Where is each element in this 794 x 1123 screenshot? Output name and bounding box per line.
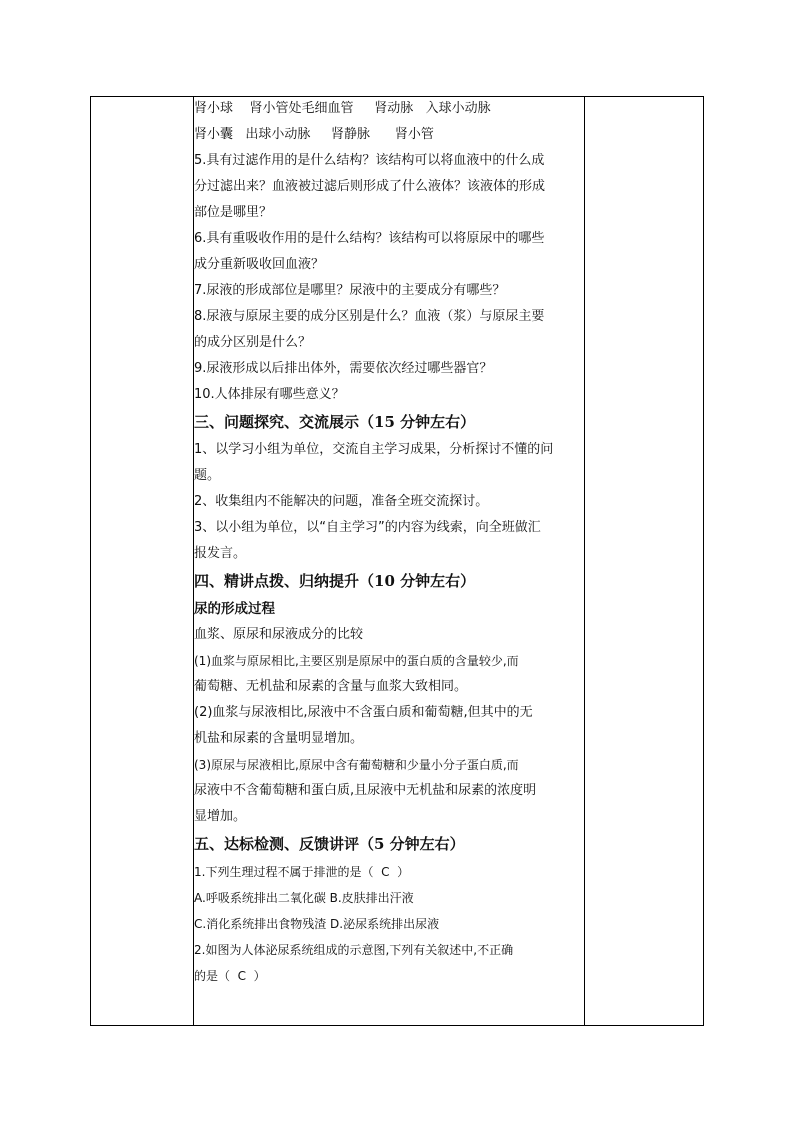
section-3-item-3-line-2: 报发言。 [194, 546, 247, 561]
section-3-item-1-line-2: 题。 [194, 468, 221, 483]
question-8-line-1: 8.尿液与原尿主要的成分区别是什么？血液（浆）与原尿主要 [194, 309, 545, 324]
question-7: 7.尿液的形成部位是哪里？尿液中的主要成分有哪些？ [194, 283, 506, 298]
question-9: 9.尿液形成以后排出体外，需要依次经过哪些器官？ [194, 361, 493, 376]
section-5-heading: 五、达标检测、反馈讲评（5 分钟左右） [194, 835, 465, 853]
comparison-1-line-2: 葡萄糖、无机盐和尿素的含量与血浆大致相同。 [194, 679, 468, 694]
structure-options-row-1: 肾小球 肾小管处毛细血管 肾动脉 入球小动脉 [194, 101, 491, 116]
question-5-line-1: 5.具有过滤作用的是什么结构？该结构可以将血液中的什么成 [194, 153, 545, 168]
comparison-title: 血浆、原尿和尿液成分的比较 [194, 627, 364, 642]
comparison-3-line-2: 尿液中不含葡萄糖和蛋白质,且尿液中无机盐和尿素的浓度明 [194, 783, 537, 798]
question-5-line-3: 部位是哪里？ [194, 205, 273, 220]
section-4-heading: 四、精讲点拨、归纳提升（10 分钟左右） [194, 572, 476, 590]
section-3-item-3-line-1: 3、以小组为单位，以“自主学习”的内容为线索，向全班做汇 [194, 520, 541, 535]
test-question-2-line-2: 的是（ C ） [194, 969, 266, 983]
test-question-1-options-cd: C.消化系统排出食物残渣 D.泌尿系统排出尿液 [194, 917, 440, 931]
test-question-1: 1.下列生理过程不属于排泄的是（ C ） [194, 865, 410, 879]
comparison-2-line-1: (2)血浆与尿液相比,尿液中不含蛋白质和葡萄糖,但其中的无 [194, 705, 533, 720]
comparison-1-line-1: (1)血浆与原尿相比,主要区别是原尿中的蛋白质的含量较少,而 [194, 654, 519, 668]
question-8-line-2: 的成分区别是什么？ [194, 335, 312, 350]
section-3-heading: 三、问题探究、交流展示（15 分钟左右） [194, 413, 476, 431]
section-3-item-1-line-1: 1、以学习小组为单位，交流自主学习成果，分析探讨不懂的问 [194, 442, 554, 457]
test-question-2-line-1: 2.如图为人体泌尿系统组成的示意图,下列有关叙述中,不正确 [194, 943, 514, 957]
lesson-content [194, 96, 586, 989]
comparison-3-line-3: 显增加。 [194, 809, 247, 824]
question-5-line-2: 分过滤出来？血液被过滤后则形成了什么液体？该液体的形成 [194, 179, 546, 194]
section-4-subheading: 尿的形成过程 [194, 601, 275, 617]
section-3-item-2: 2、收集组内不能解决的问题，准备全班交流探讨。 [194, 494, 489, 509]
question-6-line-2: 成分重新吸收回血液？ [194, 257, 325, 272]
comparison-3-line-1: (3)原尿与尿液相比,原尿中含有葡萄糖和少量小分子蛋白质,而 [194, 758, 519, 772]
test-question-1-options-ab: A.呼吸系统排出二氧化碳 B.皮肤排出汗液 [194, 891, 414, 905]
question-10: 10.人体排尿有哪些意义？ [194, 387, 345, 402]
question-6-line-1: 6.具有重吸收作用的是什么结构？该结构可以将原尿中的哪些 [194, 231, 545, 246]
comparison-2-line-2: 机盐和尿素的含量明显增加。 [194, 731, 364, 746]
structure-options-row-2: 肾小囊 出球小动脉 肾静脉 肾小管 [194, 127, 434, 142]
